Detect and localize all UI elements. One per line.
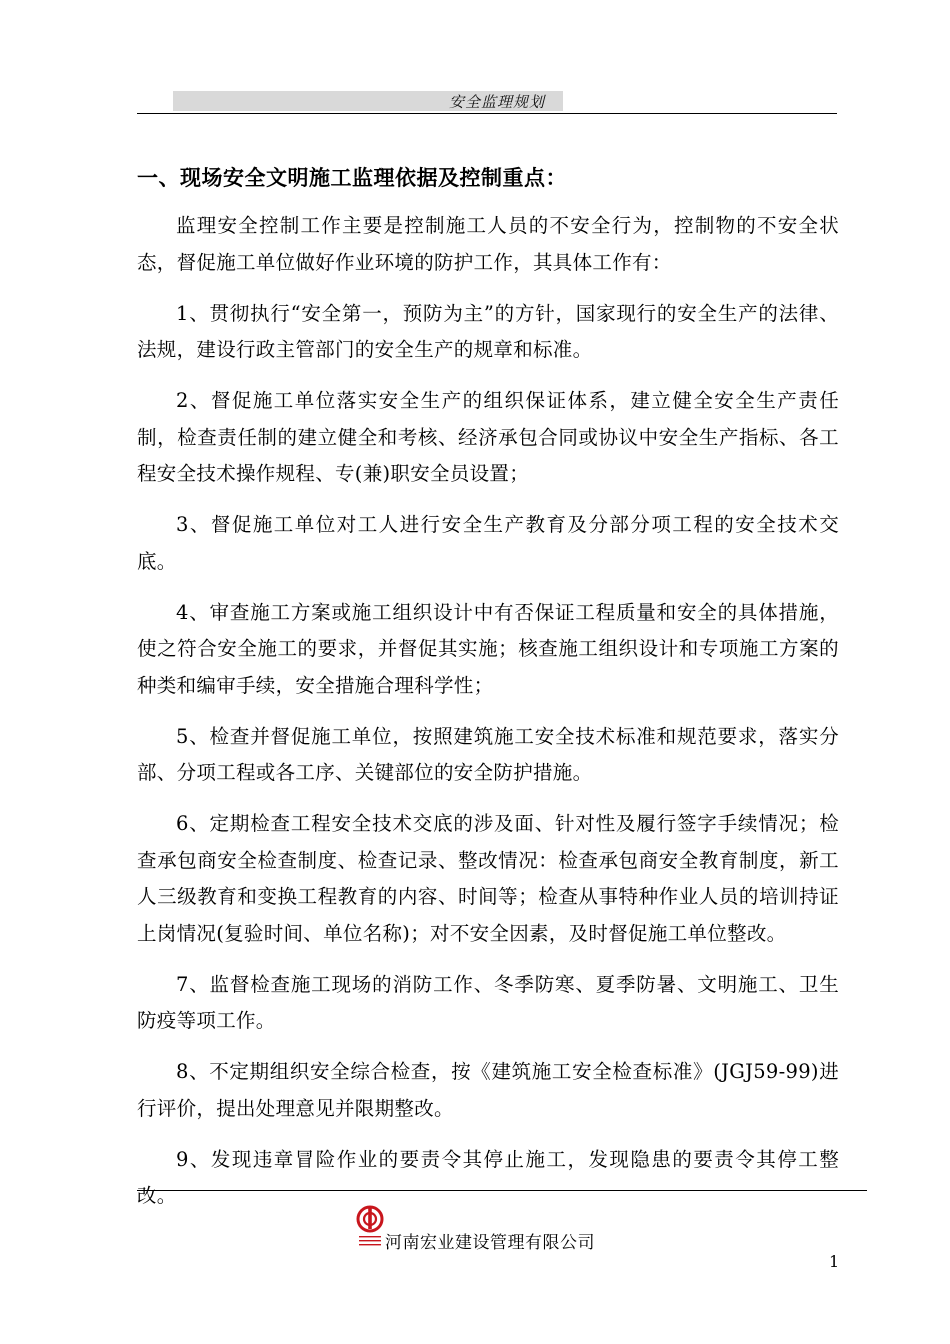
company-logo-icon xyxy=(356,1203,384,1249)
item-paragraph-5: 5、检查并督促施工单位，按照建筑施工安全技术标准和规范要求，落实分部、分项工程或各工序、关键部位的安全防护措施。 xyxy=(137,724,839,784)
footer-company-name: 河南宏业建设管理有限公司 xyxy=(385,1233,595,1253)
item-paragraph-3: 3、督促施工单位对工人进行安全生产教育及分部分项工程的安全技术交底。 xyxy=(137,513,839,573)
item-paragraph-6: 6、定期检查工程安全技术交底的涉及面、针对性及履行签字手续情况；检查承包商安全检查制度、检查记录、整改情况：检查承包商安全教育制度，新工人三级教育和变换工程教育的内容、时间等；检查从事特种作业人员的培训持证上岗情况(复验时间、单位名称)；对不安全因素，及时督促施工单位整改。 xyxy=(137,812,839,945)
item-paragraph-2: 2、督促施工单位落实安全生产的组织保证体系，建立健全安全生产责任制，检查责任制的建立健全和考核、经济承包合同或协议中安全生产指标、各工程安全技术操作规程、专(兼)职安全员设置； xyxy=(137,389,839,485)
page-header xyxy=(137,88,837,114)
item-paragraph-1: 1、贯彻执行“安全第一，预防为主”的方针，国家现行的安全生产的法律、法规，建设行政主管部门的安全生产的规章和标准。 xyxy=(137,301,839,361)
item-paragraph-9: 9、发现违章冒险作业的要责令其停止施工，发现隐患的要责令其停工整改。 xyxy=(137,1147,839,1207)
main-content xyxy=(137,160,839,1229)
item-paragraph-8: 8、不定期组织安全综合检查，按《建筑施工安全检查标准》(JGJ59-99)进行评价，提出处理意见并限期整改。 xyxy=(137,1060,839,1120)
page-number: 1 xyxy=(829,1252,840,1271)
footer-rule xyxy=(137,1190,867,1191)
intro-paragraph: 监理安全控制工作主要是控制施工人员的不安全行为，控制物的不安全状态，督促施工单位做好作业环境的防护工作，其具体工作有： xyxy=(137,214,839,274)
item-paragraph-7: 7、监督检查施工现场的消防工作、冬季防寒、夏季防暑、文明施工、卫生防疫等项工作。 xyxy=(137,972,839,1032)
header-title: 安全监理规划 xyxy=(449,93,546,111)
item-paragraph-4: 4、审查施工方案或施工组织设计中有否保证工程质量和安全的具体措施，使之符合安全施工的要求，并督促其实施；核查施工组织设计和专项施工方案的种类和编审手续，安全措施合理科学性； xyxy=(137,600,839,697)
section-heading: 一、现场安全文明施工监理依据及控制重点： xyxy=(137,166,567,190)
header-rule xyxy=(137,113,837,114)
